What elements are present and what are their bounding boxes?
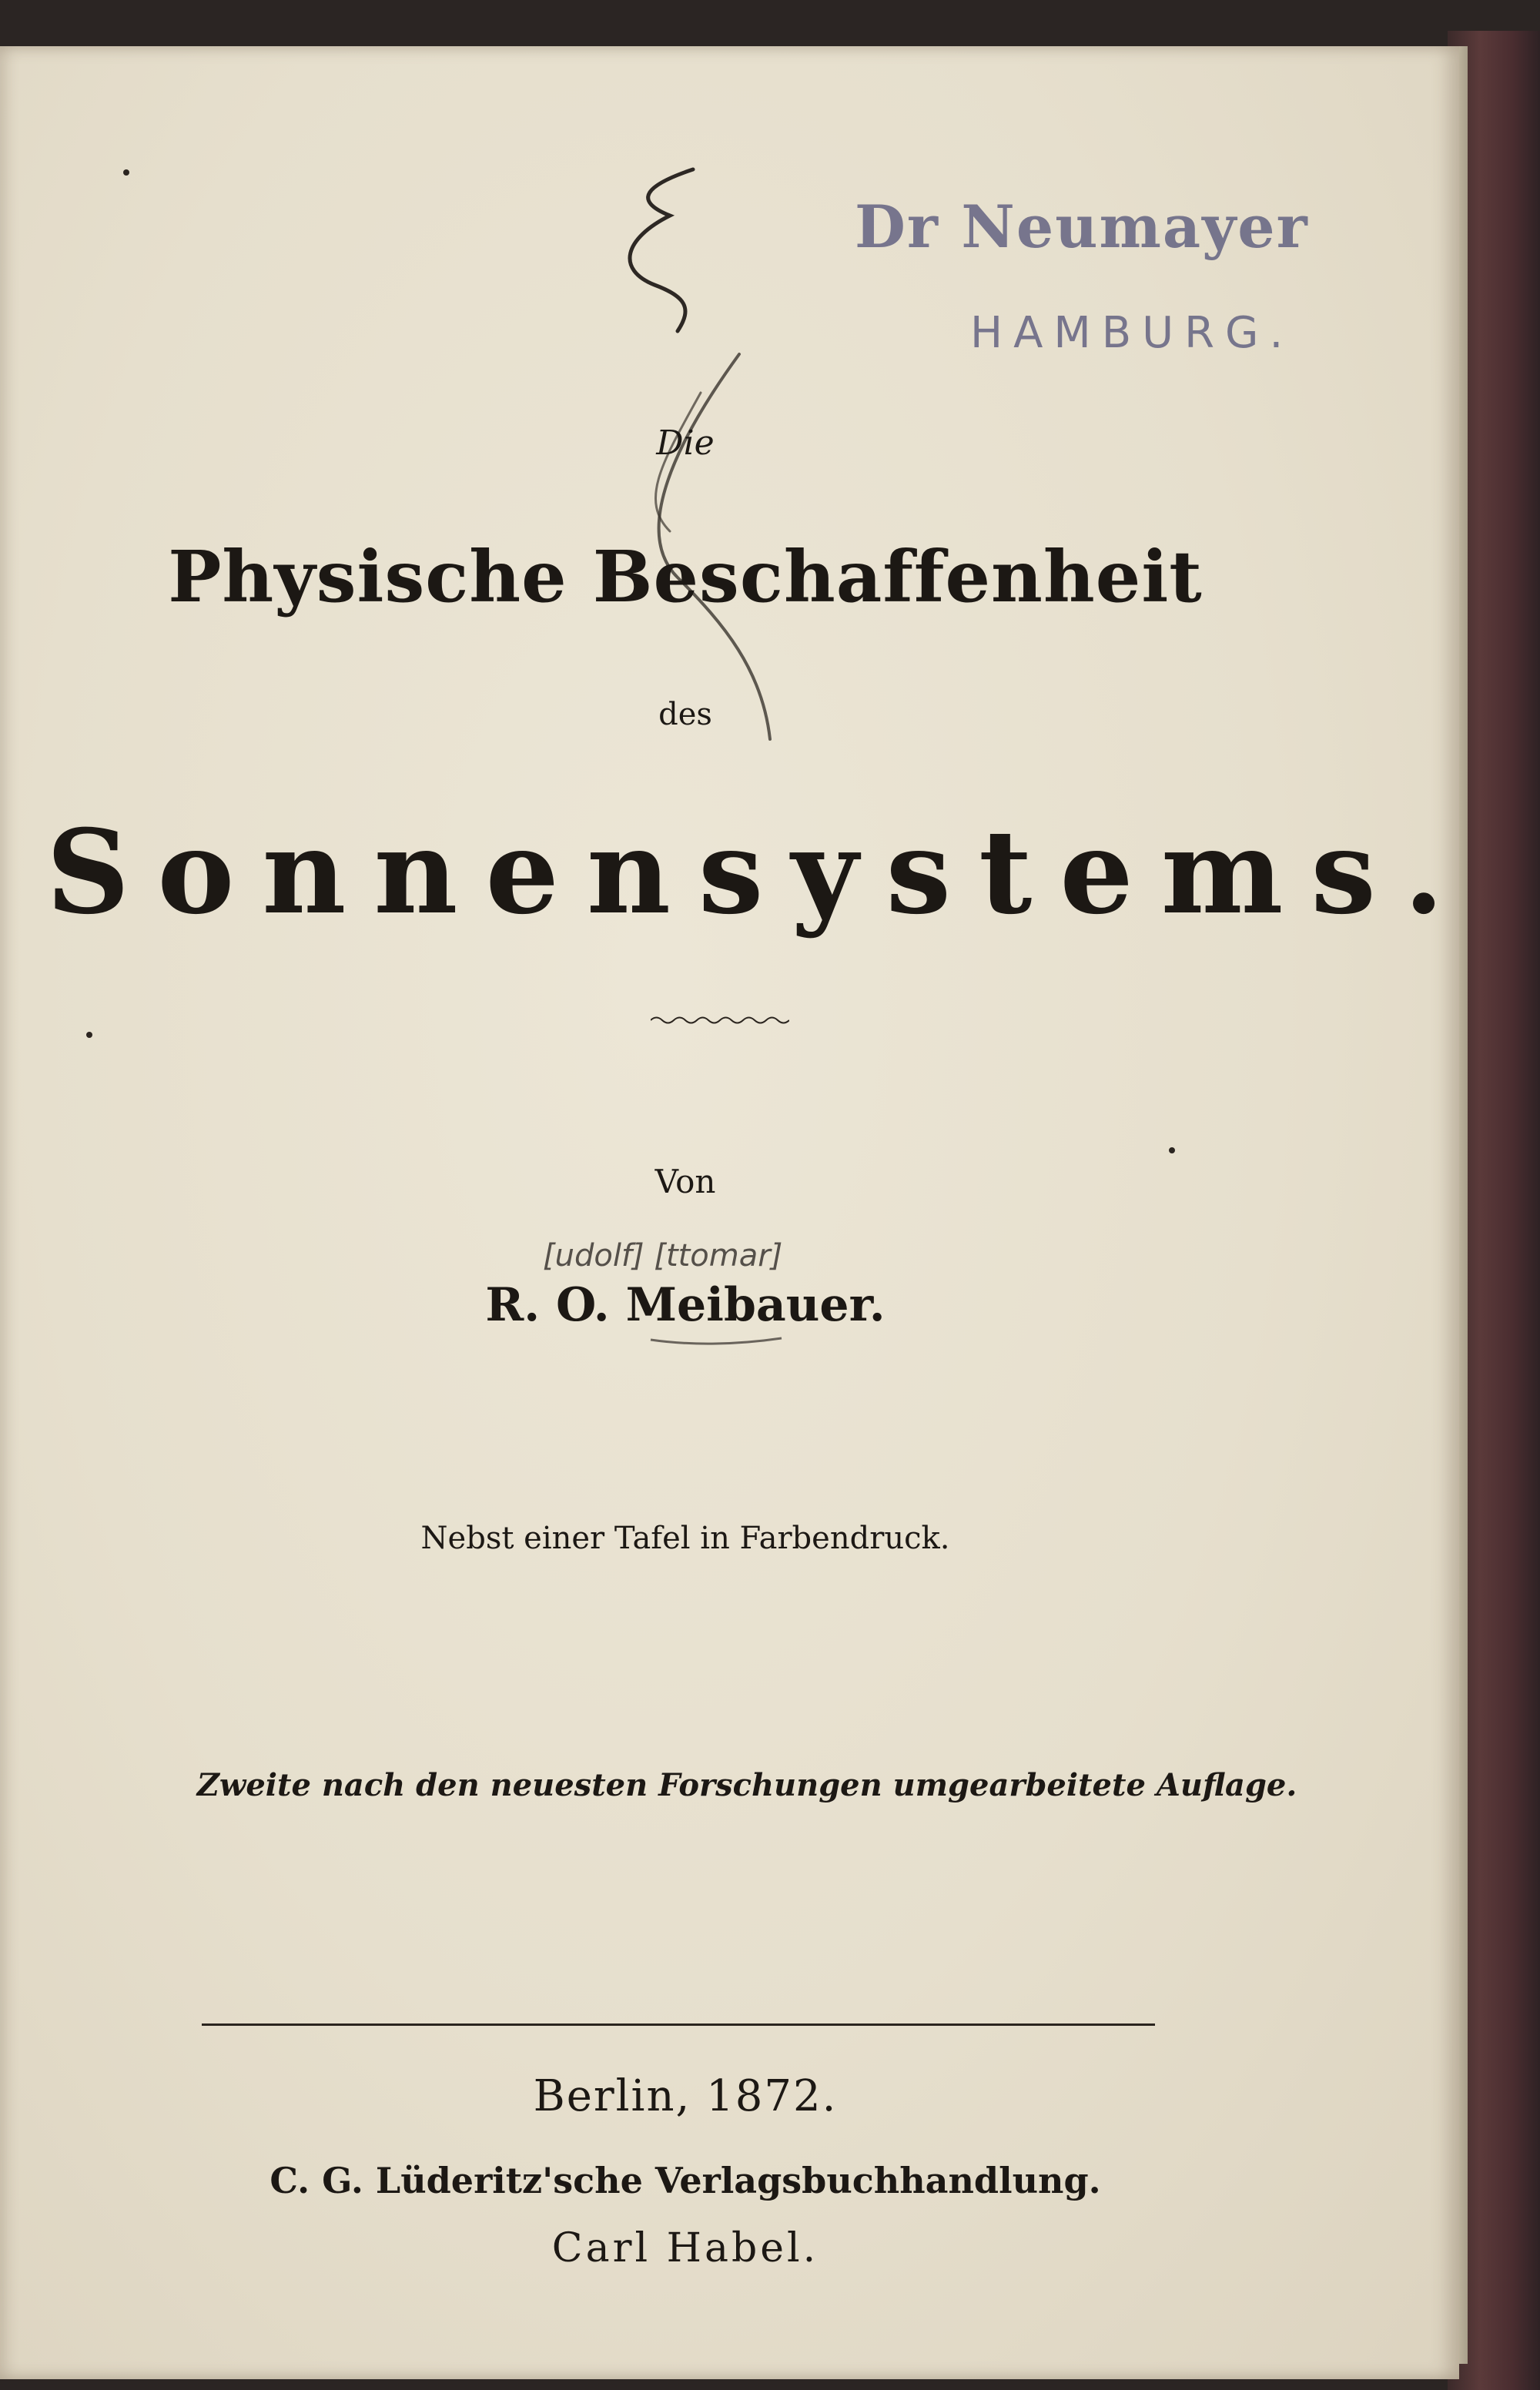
imprint-rule — [202, 2023, 1155, 2026]
foxing-spot — [123, 169, 129, 176]
pencil-mark-sigil — [601, 154, 724, 339]
publisher-owner: Carl Habel. — [551, 2225, 819, 2271]
stamp-city: HAMBURG. — [970, 308, 1294, 358]
title-article: Die — [656, 423, 715, 463]
place-and-year: Berlin, 1872. — [533, 2071, 838, 2121]
title-main: Sonnensystems. — [46, 805, 1472, 940]
title-line-1: Physische Beschaffenheit — [168, 535, 1203, 618]
pencil-annotation: [udolf] [ttomar] — [543, 1238, 783, 1274]
wavy-ornament — [651, 1013, 789, 1028]
author-name: R. O. Meibauer. — [485, 1278, 886, 1332]
foxing-spot — [86, 1032, 92, 1038]
title-page — [0, 46, 1472, 2379]
edition-note: Zweite nach den neuesten Forschungen umgearbeitete Auflage. — [196, 1767, 1297, 1803]
stamp-name: Dr Neumayer — [855, 192, 1309, 261]
pencil-underline — [647, 1324, 785, 1347]
byline-label: Von — [654, 1163, 716, 1200]
title-connector: des — [658, 697, 712, 732]
foxing-spot — [1169, 1147, 1175, 1153]
plate-note: Nebst einer Tafel in Farbendruck. — [420, 1521, 950, 1556]
publisher-name: C. G. Lüderitz'sche Verlagsbuchhandlung. — [270, 2160, 1101, 2201]
owner-stamp — [855, 192, 1440, 393]
